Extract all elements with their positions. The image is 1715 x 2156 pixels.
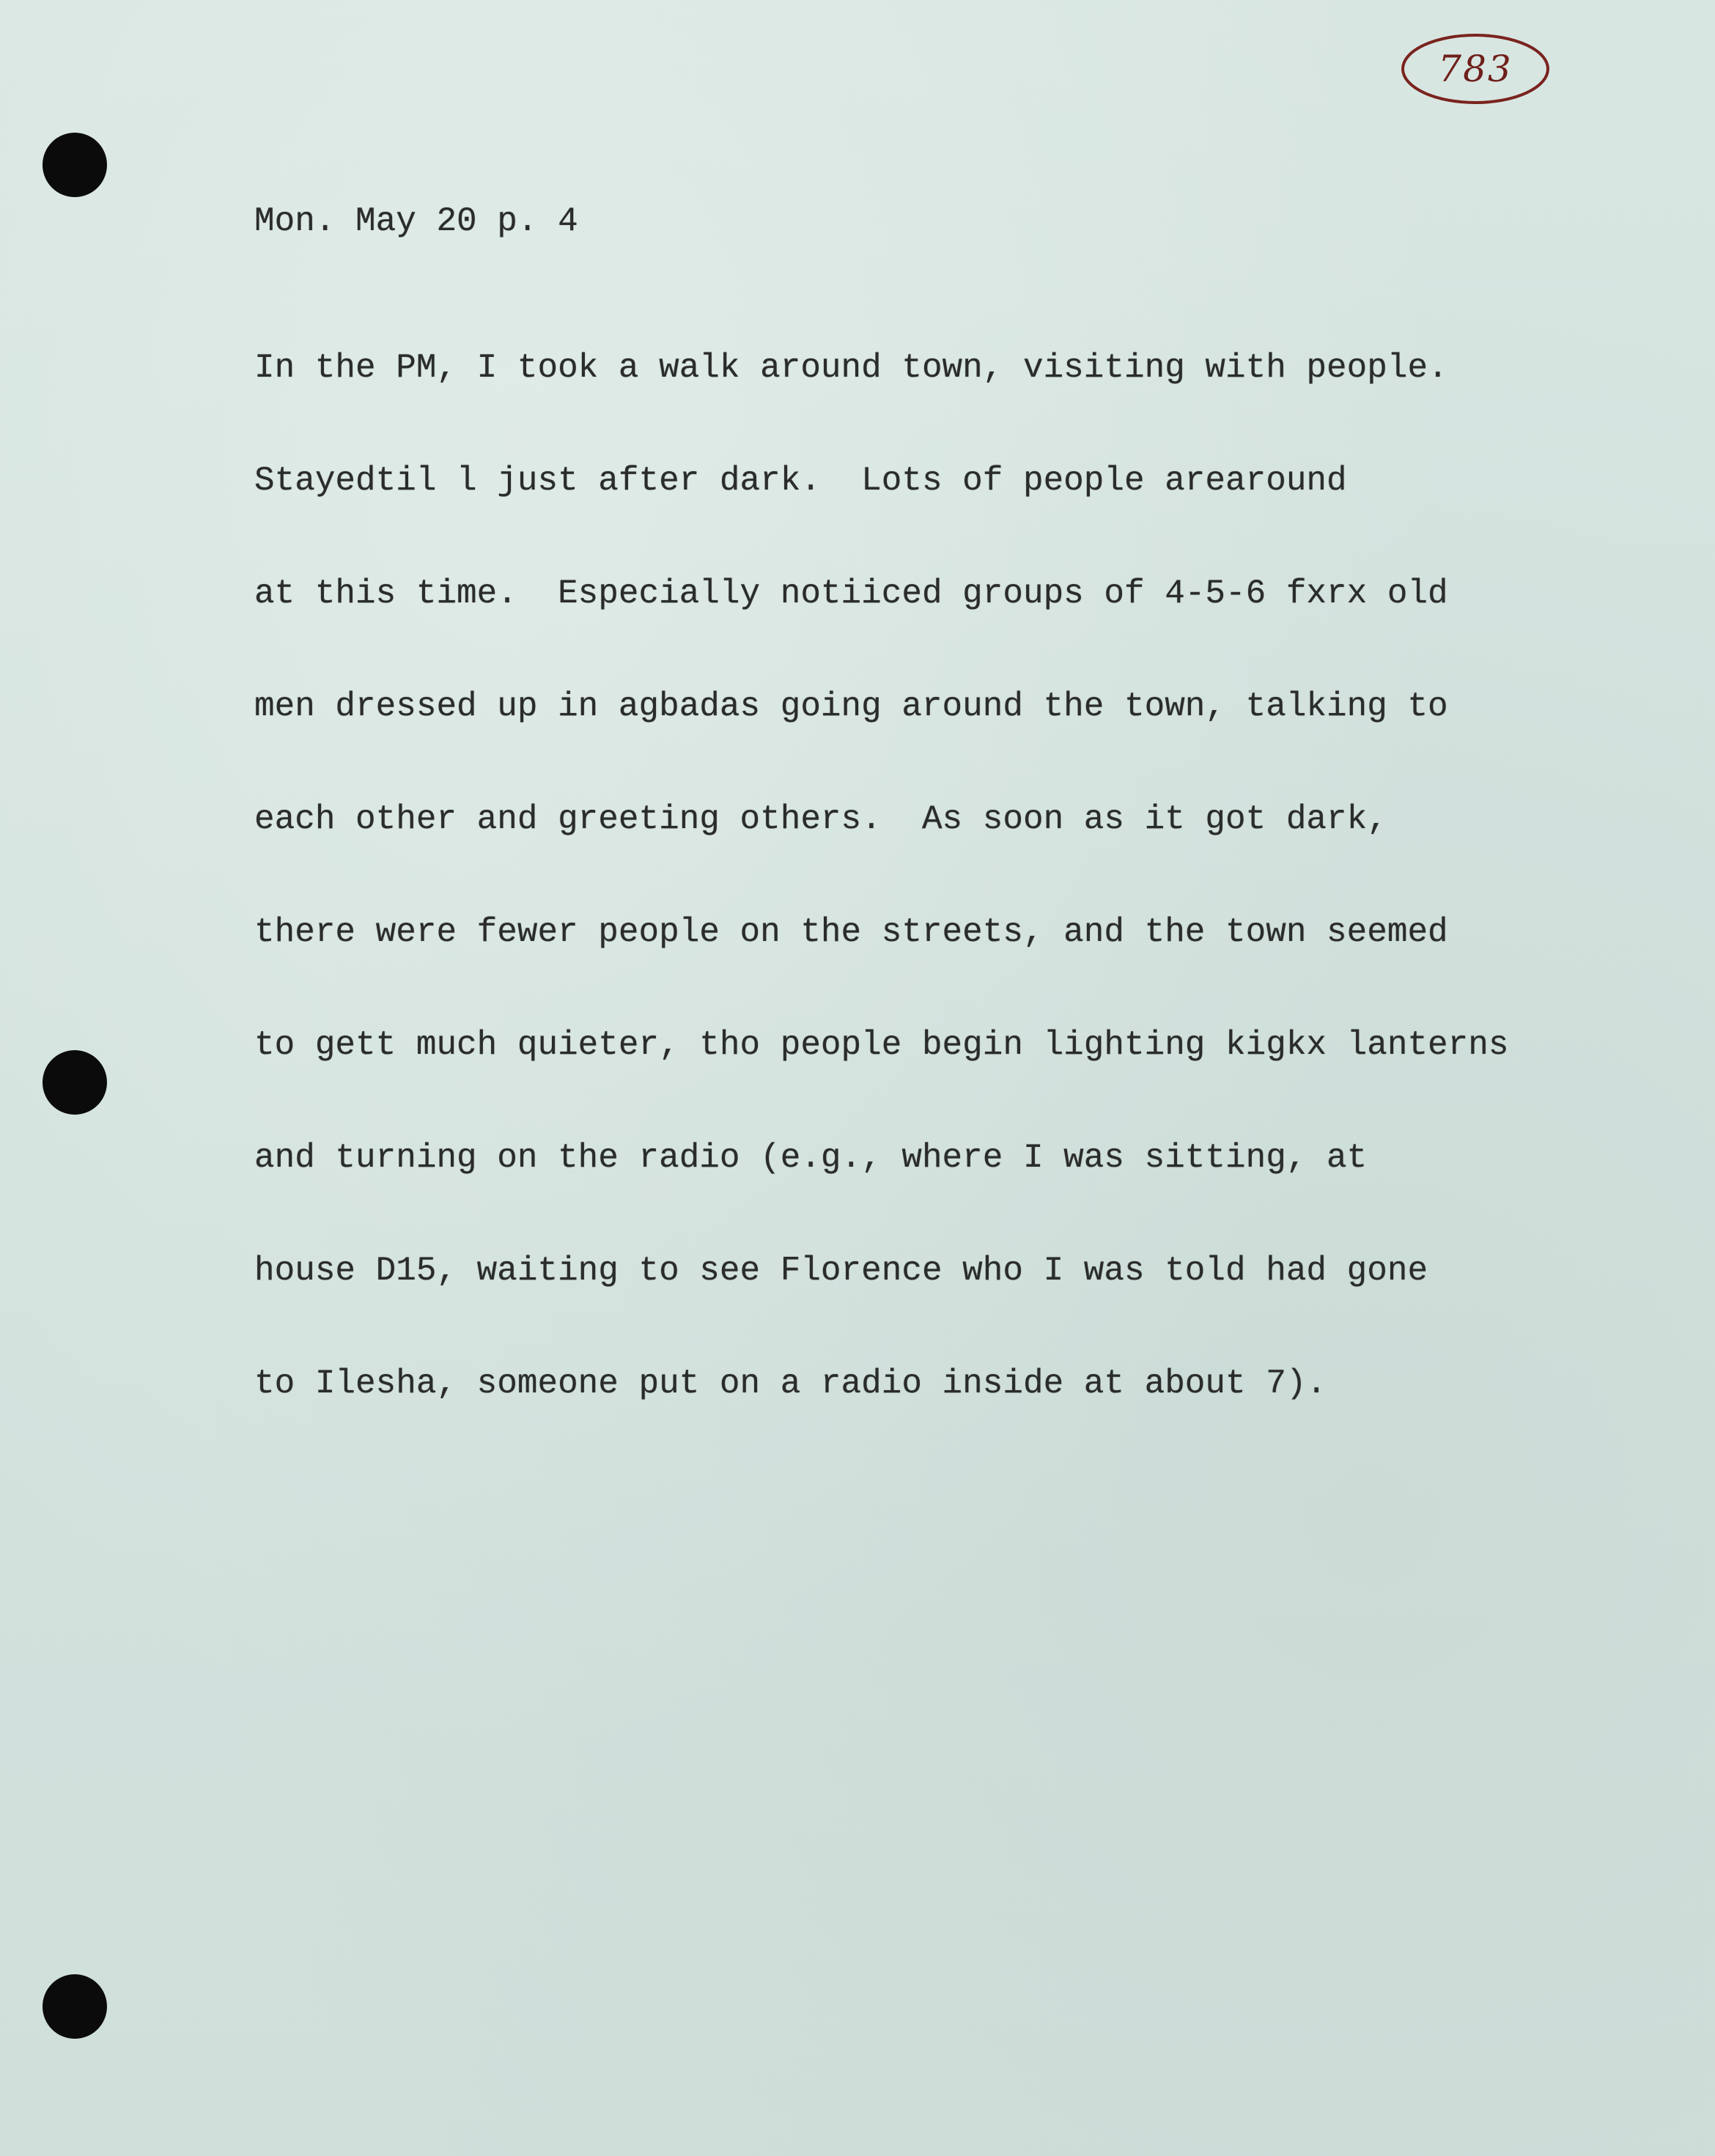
- punch-hole: [43, 1974, 107, 2039]
- punch-hole: [43, 1050, 107, 1115]
- punch-hole: [43, 133, 107, 197]
- text-line: to Ilesha, someone put on a radio inside at about 7).: [254, 1365, 1327, 1403]
- text-line: In the PM, I took a walk around town, visiting with people.: [254, 349, 1448, 387]
- text-line: there were fewer people on the streets, and the town seemed: [254, 913, 1448, 951]
- text-line: Stayedtil l just after dark. Lots of people arearound: [254, 462, 1347, 500]
- entry-heading: Mon. May 20 p. 4: [254, 202, 578, 240]
- text-line: men dressed up in agbadas going around the town, talking to: [254, 687, 1448, 726]
- text-line: each other and greeting others. As soon as it got dark,: [254, 800, 1387, 838]
- text-line: to gett much quieter, tho people begin lighting kigkx lanterns: [254, 1026, 1509, 1064]
- text-line: house D15, waiting to see Florence who I was told had gone: [254, 1252, 1428, 1290]
- text-line: at this time. Especially notiiced groups of 4-5-6 fxrx old: [254, 575, 1448, 613]
- page-number-stamp: [1400, 32, 1551, 106]
- page-number: 783: [1438, 48, 1513, 90]
- entry-body: [254, 273, 1508, 1478]
- text-line: and turning on the radio (e.g., where I was sitting, at: [254, 1139, 1368, 1177]
